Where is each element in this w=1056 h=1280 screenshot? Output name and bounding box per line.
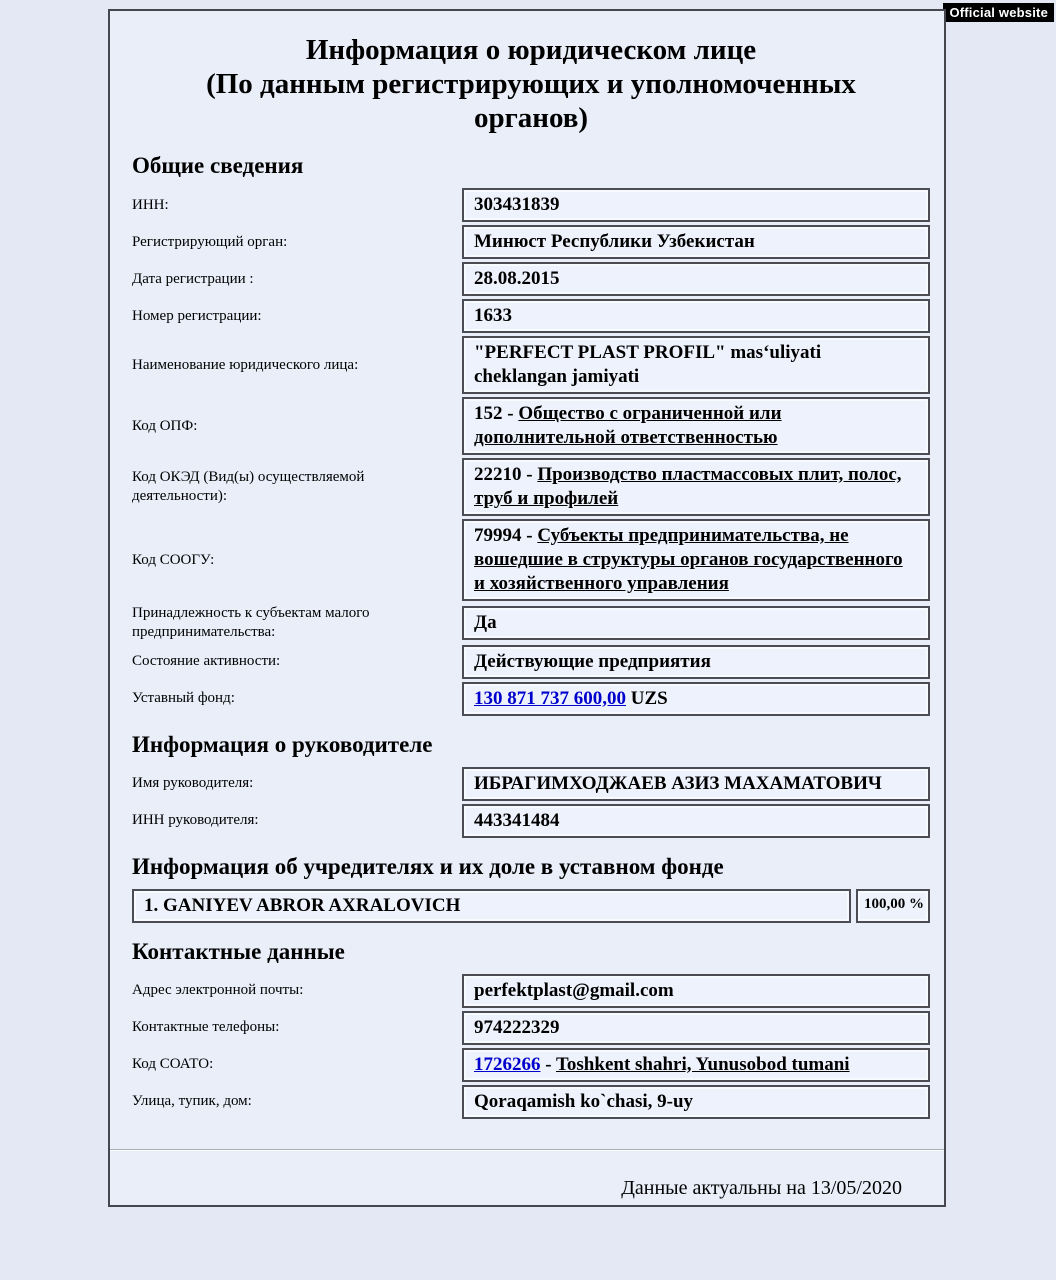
- charter-fund-amount-link[interactable]: 130 871 737 600,00: [474, 687, 626, 709]
- field-row-entity-name: [132, 336, 930, 394]
- field-value-text: 28.08.2015: [474, 268, 560, 289]
- field-label: Уставный фонд:: [132, 690, 235, 707]
- field-row-street: [132, 1085, 930, 1119]
- field-row-phones: [132, 1011, 930, 1045]
- currency-suffix: UZS: [626, 687, 668, 709]
- field-value-box: [462, 299, 930, 333]
- field-value-box: [462, 606, 930, 640]
- section-heading-general: Общие сведения: [132, 153, 304, 178]
- soogu-classifier-link[interactable]: Субъекты предпринимательства, не вошедшие в структуры органов государственного и хозяйственного управления: [474, 525, 903, 594]
- field-value-box: [462, 458, 930, 516]
- field-row-email: [132, 974, 930, 1008]
- field-row-small-business: [132, 604, 930, 642]
- field-value-text: perfektplast@gmail.com: [474, 979, 674, 1001]
- footer-divider: [110, 1149, 944, 1151]
- field-value-text: ИБРАГИМХОДЖАЕВ АЗИЗ МАХАМАТОВИЧ: [474, 772, 882, 794]
- legal-entity-info-panel: [108, 9, 946, 1207]
- field-value-box: [462, 225, 930, 259]
- field-label: Имя руководителя:: [132, 775, 254, 792]
- field-label: Улица, тупик, дом:: [132, 1093, 252, 1110]
- field-label: ИНН руководителя:: [132, 812, 259, 829]
- field-value-text: 1633: [474, 305, 512, 326]
- field-value-box: [462, 645, 930, 679]
- field-value-box: [462, 262, 930, 296]
- field-value-box: [462, 974, 930, 1008]
- field-value-box: [462, 519, 930, 601]
- field-row-oked-code: [132, 458, 930, 516]
- field-value-text: Да: [474, 611, 497, 633]
- section-heading-founders: Информация об учредителях и их доле в уставном фонде: [132, 853, 724, 879]
- founder-row: [132, 889, 930, 923]
- section-heading-contacts: Контактные данные: [132, 938, 345, 964]
- field-label: Код ОКЭД (Вид(ы) осуществляемой деятельности):: [132, 469, 365, 504]
- field-value-box: [462, 804, 930, 838]
- page-title-line1: Информация о юридическом лице: [305, 34, 757, 66]
- field-row-charter-fund: [132, 682, 930, 716]
- field-value-text: Минюст Республики Узбекистан: [474, 231, 755, 252]
- field-value-text: 974222329: [474, 1016, 560, 1038]
- opf-classifier-link[interactable]: Общество с ограниченной или дополнительной ответственностью: [474, 403, 782, 448]
- field-value-text: 303431839: [474, 194, 560, 215]
- field-row-reg-date: [132, 262, 930, 296]
- field-label: Принадлежность к субъектам малого предпринимательства:: [132, 605, 370, 640]
- field-label: Дата регистрации :: [132, 270, 254, 287]
- field-value-box: [462, 682, 930, 716]
- soato-region-link[interactable]: Toshkent shahri, Yunusobod tumani: [555, 1053, 850, 1075]
- field-row-opf-code: [132, 397, 930, 455]
- field-value-box: [462, 1085, 930, 1119]
- official-website-badge: Official website: [943, 3, 1054, 22]
- field-row-inn: [132, 188, 930, 222]
- founder-share-box: 100,00 %: [856, 889, 930, 923]
- data-actual-date: Данные актуальны на 13/05/2020: [621, 1176, 902, 1199]
- field-value-text: -: [540, 1053, 556, 1075]
- field-label: Контактные телефоны:: [132, 1019, 280, 1036]
- page-title: [181, 33, 881, 135]
- field-value-box: [462, 767, 930, 801]
- field-value-text: Qoraqamish ko`chasi, 9-uy: [474, 1090, 694, 1112]
- founder-name-box: 1. GANIYEV ABROR AXRALOVICH: [132, 889, 851, 923]
- field-value-text: 22210 -: [474, 464, 538, 485]
- field-value-text: Действующие предприятия: [474, 650, 711, 672]
- field-value-text: 443341484: [474, 809, 560, 831]
- field-label: Код СОАТО:: [132, 1056, 214, 1073]
- field-row-soogu-code: [132, 519, 930, 601]
- field-row-leader-inn: [132, 804, 930, 838]
- field-value-text: 152 -: [474, 403, 519, 424]
- field-row-leader-name: [132, 767, 930, 801]
- soato-code-link[interactable]: 1726266: [474, 1053, 541, 1075]
- field-value-text: "PERFECT PLAST PROFIL" mas‘uliyati cheklangan jamiyati: [474, 342, 822, 387]
- field-row-reg-organ: [132, 225, 930, 259]
- field-row-reg-number: [132, 299, 930, 333]
- field-value-box: [462, 1011, 930, 1045]
- field-label: Регистрирующий орган:: [132, 233, 288, 250]
- field-value-box: [462, 397, 930, 455]
- field-label: Наименование юридического лица:: [132, 356, 359, 373]
- page-title-line2: (По данным регистрирующих и уполномоченных органов): [206, 68, 856, 134]
- field-value-box: [462, 188, 930, 222]
- field-row-activity-state: [132, 645, 930, 679]
- section-heading-leader: Информация о руководителе: [132, 731, 433, 757]
- field-value-box: [462, 1048, 930, 1082]
- field-value-box: [462, 336, 930, 394]
- field-label: Адрес электронной почты:: [132, 982, 304, 999]
- field-label: Код СООГУ:: [132, 551, 215, 568]
- field-label: Состояние активности:: [132, 653, 281, 670]
- field-label: Код ОПФ:: [132, 417, 198, 434]
- field-label: ИНН:: [132, 196, 169, 213]
- oked-classifier-link[interactable]: Производство пластмассовых плит, полос, труб и профилей: [474, 464, 902, 509]
- field-label: Номер регистрации:: [132, 307, 262, 324]
- field-value-text: 79994 -: [474, 525, 538, 546]
- field-row-soato-code: [132, 1048, 930, 1082]
